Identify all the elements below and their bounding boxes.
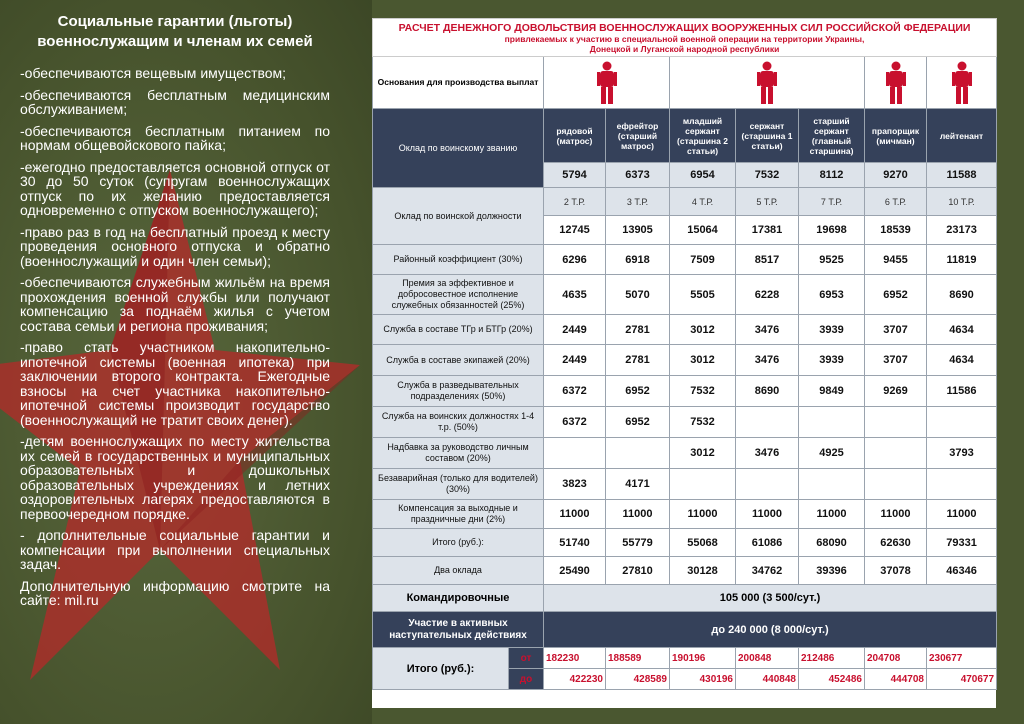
pay-row-value: 3012 (670, 315, 736, 345)
rank-salary-value: 11588 (927, 163, 997, 188)
position-salary-value: 18539 (865, 216, 927, 245)
pay-row-value: 3476 (736, 315, 799, 345)
pay-row-value: 5070 (606, 275, 670, 315)
table-title: РАСЧЕТ ДЕНЕЖНОГО ДОВОЛЬСТВИЯ ВОЕННОСЛУЖАЩИХ ВООРУЖЕННЫХ СИЛ РОССИЙСКОЙ ФЕДЕРАЦИИ (398, 21, 971, 34)
pay-row (373, 438, 997, 469)
pay-row-value: 9455 (865, 245, 927, 275)
pay-row-value: 3707 (865, 345, 927, 376)
position-salary-value: 23173 (927, 216, 997, 245)
pay-row-value: 68090 (799, 529, 865, 557)
pay-row-value: 4925 (799, 438, 865, 469)
pay-row (373, 407, 997, 438)
soldier-icon-private (544, 57, 670, 109)
pay-row-value: 6918 (606, 245, 670, 275)
pay-row-value: 8690 (736, 376, 799, 407)
pay-table (372, 18, 997, 690)
pay-row (373, 376, 997, 407)
pay-row-value (865, 438, 927, 469)
pay-row (373, 315, 997, 345)
benefit-item: -обеспечиваются служебным жильём на время прохождения военной службы или получают компенсацию за поднаём жилья с учетом состава семьи и региона проживания; (20, 274, 330, 334)
position-salary-value: 13905 (606, 216, 670, 245)
pay-row-value: 4634 (927, 345, 997, 376)
pay-row-value (736, 469, 799, 500)
total-from-value: 182230 (544, 648, 606, 669)
pay-row-value: 8517 (736, 245, 799, 275)
rank-salary-value: 9270 (865, 163, 927, 188)
combat-label: Участие в активных наступательных действиях (373, 612, 544, 648)
position-grade: 4 Т.Р. (670, 188, 736, 216)
position-salary-value: 12745 (544, 216, 606, 245)
combat-value: до 240 000 (8 000/сут.) (544, 612, 997, 648)
pay-row-value: 30128 (670, 557, 736, 585)
benefit-item: - дополнительные социальные гарантии и компенсации при выполнении специальных задач. (20, 527, 330, 572)
pay-row-value: 11000 (927, 500, 997, 529)
pay-row-value: 34762 (736, 557, 799, 585)
pay-row-label: Надбавка за руководство личным составом (20%) (373, 438, 544, 469)
pay-row-value: 2781 (606, 345, 670, 376)
soldier-icon (951, 61, 973, 105)
pay-row-value: 6952 (606, 407, 670, 438)
rank-salary-value: 6373 (606, 163, 670, 188)
pay-row-value: 9269 (865, 376, 927, 407)
position-grade: 6 Т.Р. (865, 188, 927, 216)
position-salary-value: 17381 (736, 216, 799, 245)
pay-row-value (927, 407, 997, 438)
pay-row-value: 9525 (799, 245, 865, 275)
position-grade: 2 Т.Р. (544, 188, 606, 216)
pay-row-value (865, 469, 927, 500)
left-panel (0, 0, 372, 724)
pay-row-label: Безаварийная (только для водителей) (30%) (373, 469, 544, 500)
more-info-note: Дополнительную информацию смотрите на сайте: mil.ru (20, 577, 330, 608)
total-to-value: 470677 (927, 669, 997, 690)
pay-row-value: 79331 (927, 529, 997, 557)
pay-rows (373, 245, 997, 585)
rank-salary-value: 8112 (799, 163, 865, 188)
pay-row-value: 3707 (865, 315, 927, 345)
pay-row-label: Компенсация за выходные и праздничные дни (2%) (373, 500, 544, 529)
pay-row-value: 51740 (544, 529, 606, 557)
basis-label: Основания для производства выплат (373, 57, 544, 109)
pay-row-value: 55068 (670, 529, 736, 557)
rank-header: прапорщик (мичман) (865, 109, 927, 163)
position-salary-label: Оклад по воинской должности (373, 188, 544, 245)
pay-row-label: Служба в разведывательных подразделениях (50%) (373, 376, 544, 407)
pay-row-value: 7532 (670, 376, 736, 407)
total-label: Итого (руб.): (373, 648, 509, 690)
pay-row-value (927, 469, 997, 500)
travel-label: Командировочные (373, 585, 544, 612)
total-to-value: 430196 (670, 669, 736, 690)
pay-row-value: 4634 (927, 315, 997, 345)
pay-row (373, 469, 997, 500)
benefit-item: -право стать участником накопительно-ипотечной системы (военная ипотека) при заключении второго контракта. Ежегодные взносы на счет участника накопительно-ипотечной системы производит государство (военнослужащий не тратит своих денег). (20, 339, 330, 428)
pay-row-value: 2449 (544, 345, 606, 376)
pay-row-value (606, 438, 670, 469)
soldier-icon-officer (927, 57, 997, 109)
pay-row-value: 11586 (927, 376, 997, 407)
pay-row-value: 11000 (865, 500, 927, 529)
benefit-item: -обеспечиваются вещевым имуществом; (20, 65, 287, 81)
pay-row-value: 4171 (606, 469, 670, 500)
total-to-value: 452486 (799, 669, 865, 690)
pay-row-value: 37078 (865, 557, 927, 585)
pay-row-value (865, 407, 927, 438)
total-from-value: 204708 (865, 648, 927, 669)
pay-row-value: 8690 (927, 275, 997, 315)
pay-row-value: 25490 (544, 557, 606, 585)
pay-row (373, 245, 997, 275)
pay-row-label: Районный коэффициент (30%) (373, 245, 544, 275)
pay-row-value (736, 407, 799, 438)
pay-row-value: 46346 (927, 557, 997, 585)
pay-row-value: 5505 (670, 275, 736, 315)
total-from-value: 230677 (927, 648, 997, 669)
pay-row-value: 6953 (799, 275, 865, 315)
pay-row-label: Премия за эффективное и добросовестное исполнение служебных обязанностей (25%) (373, 275, 544, 315)
pay-row-value: 39396 (799, 557, 865, 585)
pay-row-value: 61086 (736, 529, 799, 557)
soldier-icon (885, 61, 907, 105)
pay-row-value: 7509 (670, 245, 736, 275)
position-grade: 5 Т.Р. (736, 188, 799, 216)
pay-row-value: 3939 (799, 315, 865, 345)
rank-salary-value: 6954 (670, 163, 736, 188)
position-grade: 7 Т.Р. (799, 188, 865, 216)
pay-row-value (799, 469, 865, 500)
pay-row-value: 2781 (606, 315, 670, 345)
pay-row-value: 3793 (927, 438, 997, 469)
pay-row (373, 529, 997, 557)
total-to-value: 428589 (606, 669, 670, 690)
pay-row-value: 6228 (736, 275, 799, 315)
pay-row-label: Итого (руб.): (373, 529, 544, 557)
total-from-value: 190196 (670, 648, 736, 669)
pay-row-value: 9849 (799, 376, 865, 407)
total-to-value: 422230 (544, 669, 606, 690)
pay-row-value: 11000 (670, 500, 736, 529)
pay-row-value: 11000 (736, 500, 799, 529)
pay-row (373, 345, 997, 376)
pay-row (373, 557, 997, 585)
pay-row-value: 11819 (927, 245, 997, 275)
rank-header: младший сержант (старшина 2 статьи) (670, 109, 736, 163)
position-grade: 10 Т.Р. (927, 188, 997, 216)
pay-row-value (799, 407, 865, 438)
rank-header: лейтенант (927, 109, 997, 163)
position-salary-value: 15064 (670, 216, 736, 245)
pay-row-value: 2449 (544, 315, 606, 345)
total-from-value: 188589 (606, 648, 670, 669)
pay-row-label: Служба в составе экипажей (20%) (373, 345, 544, 376)
pay-row-label: Служба на воинских должностях 1-4 т.р. (50%) (373, 407, 544, 438)
rank-header: старший сержант (главный старшина) (799, 109, 865, 163)
pay-row-value: 3012 (670, 438, 736, 469)
pay-row-value (670, 469, 736, 500)
pay-row-value: 27810 (606, 557, 670, 585)
pay-row (373, 500, 997, 529)
pay-row-value: 3476 (736, 438, 799, 469)
to-label: до (509, 669, 544, 690)
pay-row-label: Служба в составе ТГр и БТГр (20%) (373, 315, 544, 345)
benefit-item: -детям военнослужащих по месту жительства их семей в государственных и муниципальных образовательных и дошкольных образовательных учреждениях и летних оздоровительных лагерях предоставляются в первоочередном порядке. (20, 433, 330, 522)
pay-row-value: 6952 (865, 275, 927, 315)
left-title: Социальные гарантии (льготы) военнослужащим и членам их семей (37, 13, 313, 50)
pay-row-value: 11000 (544, 500, 606, 529)
benefit-item: -обеспечиваются бесплатным питанием по нормам общевойскового пайка; (20, 122, 330, 153)
pay-row-value: 3823 (544, 469, 606, 500)
rank-salary-value: 5794 (544, 163, 606, 188)
pay-row-value: 3939 (799, 345, 865, 376)
pay-row-value: 3476 (736, 345, 799, 376)
pay-row-value: 3012 (670, 345, 736, 376)
benefit-item: -ежегодно предоставляется основной отпуск от 30 до 50 суток (супругам военнослужащих отпуск по их желанию предоставляется одновременно с отпуском военнослужащего); (20, 158, 330, 218)
pay-row-value: 4635 (544, 275, 606, 315)
pay-table-panel (372, 18, 996, 708)
rank-header: ефрейтор (старший матрос) (606, 109, 670, 163)
pay-row-value: 7532 (670, 407, 736, 438)
pay-row-value: 6372 (544, 376, 606, 407)
soldier-icon-warrant (865, 57, 927, 109)
pay-row-value: 55779 (606, 529, 670, 557)
pay-row-value: 11000 (606, 500, 670, 529)
rank-salary-label: Оклад по воинскому званию (373, 109, 544, 188)
total-from-value: 200848 (736, 648, 799, 669)
table-subtitle-1: привлекаемых к участию в специальной военной операции на территории Украины, (504, 33, 865, 44)
pay-row-value: 6952 (606, 376, 670, 407)
pay-row-value (544, 438, 606, 469)
table-subtitle-2: Донецкой и Луганской народной республики (589, 43, 780, 54)
pay-row-value: 6296 (544, 245, 606, 275)
rank-header: сержант (старшина 1 статьи) (736, 109, 799, 163)
from-label: от (509, 648, 544, 669)
position-salary-value: 19698 (799, 216, 865, 245)
pay-row-value: 6372 (544, 407, 606, 438)
total-from-value: 212486 (799, 648, 865, 669)
pay-row (373, 275, 997, 315)
position-grade: 3 Т.Р. (606, 188, 670, 216)
pay-row-value: 11000 (799, 500, 865, 529)
soldier-icon (596, 61, 618, 105)
total-to-value: 444708 (865, 669, 927, 690)
rank-salary-value: 7532 (736, 163, 799, 188)
total-to-value: 440848 (736, 669, 799, 690)
benefit-item: -обеспечиваются бесплатным медицинским обслуживанием; (20, 86, 330, 117)
pay-row-value: 62630 (865, 529, 927, 557)
travel-value: 105 000 (3 500/сут.) (544, 585, 997, 612)
table-title-cell (373, 19, 997, 57)
soldier-icon (756, 61, 778, 105)
benefit-item: -право раз в год на бесплатный проезд к месту проведения основного отпуска и обратно (военнослужащий и один член семьи); (20, 223, 330, 269)
pay-row-label: Два оклада (373, 557, 544, 585)
soldier-icon-sergeant (670, 57, 865, 109)
rank-header: рядовой (матрос) (544, 109, 606, 163)
